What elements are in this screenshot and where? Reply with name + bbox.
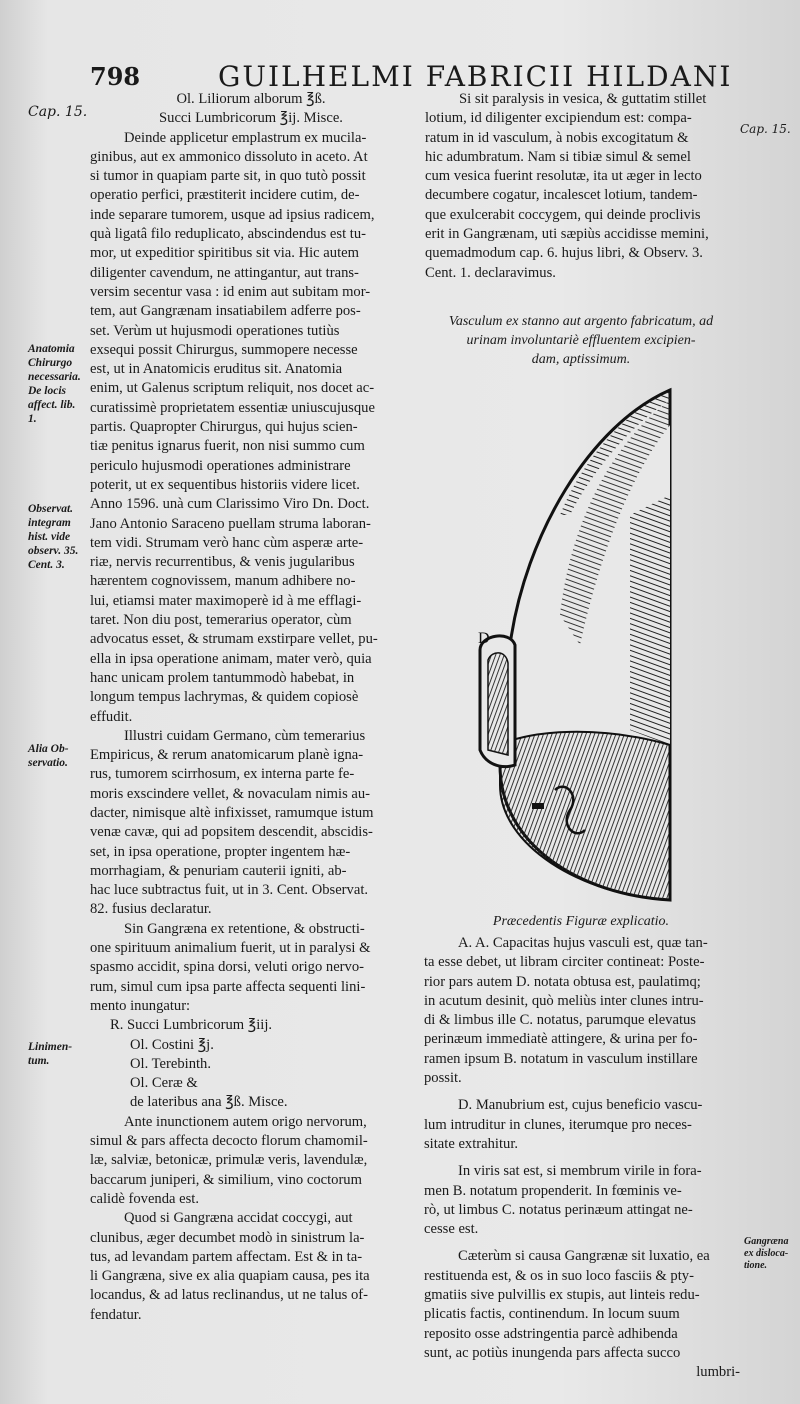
text-line: ella in ipsa operatione animam, mater verò, quia <box>90 650 372 667</box>
text-line: poterit, ut ex sequentibus historiis videre licet. <box>90 476 360 493</box>
text-line: curatissimè proprietatem essentiæ uniuscujusque <box>90 399 375 416</box>
text-line: exsequi possit Chirurgus, summopere necesse <box>90 341 358 358</box>
text-line: riæ, nervis recurrentibus, & venis jugularibus <box>90 554 355 571</box>
text-line: rior pars autem D. notata obtusa est, paulatimq; <box>424 973 701 990</box>
chapter-label-left: Cap. 15. <box>28 104 88 120</box>
text-line: hærentem cognovissem, manum adhibere no- <box>90 573 356 590</box>
text-line: Cent. 1. declaravimus. <box>425 264 556 281</box>
text-line: lui, etiamsi mater maximoperè id à me efflagi- <box>90 592 362 609</box>
text-line: In viris sat est, si membrum virile in fora- <box>458 1163 702 1180</box>
text-line: que exulcerabit coccygem, qui deinde proclivis <box>425 206 701 223</box>
text-line: ratum in id vasculum, à nobis excogitatum & <box>425 129 689 146</box>
text-line: Empiricus, & rerum anatomicarum planè igna- <box>90 747 364 764</box>
text-line: ginibus, aut ex ammonico dissoluto in aceto. At <box>90 148 368 165</box>
text-line: ramen ipsum B. notatum in vasculum instillare <box>424 1050 698 1067</box>
figure-explanation-title: Præcedentis Figuræ explicatio. <box>492 914 670 929</box>
text-line: Ol. Ceræ & <box>130 1075 198 1092</box>
text-line: simul & pars affecta decocto florum chamomil- <box>90 1133 368 1150</box>
figure-title: Vasculum ex stanno aut argento fabricatum, ad urinam involuntariè effluentem excipien- dam, aptissimum. <box>448 314 714 367</box>
text-line: tus, ad levandam partem affectam. Est & in ta- <box>90 1248 363 1265</box>
text-line: one spirituum animalium fuerit, ut in paralysi & <box>90 940 371 957</box>
text-line: operatio perfici, præstiterit incidere cutim, de- <box>90 187 360 204</box>
margin-note-linimentum: Linimen- tum. <box>28 1041 73 1067</box>
text-line: rus, tumorem scirrhosum, ex interna parte fe- <box>90 766 355 783</box>
text-line: versim secentur vasa : id enim aut subitam mor- <box>90 283 371 300</box>
text-line: Ol. Costini ℥j. <box>130 1036 214 1053</box>
figure-label-d: D <box>478 630 490 647</box>
text-line: ta esse debet, ut libram circiter contineat: Poste- <box>424 954 705 971</box>
text-line: R. Succi Lumbricorum ℥iij. <box>110 1017 273 1034</box>
text-line: calidè fovenda est. <box>90 1190 199 1207</box>
text-line: restituenda est, & os in suo loco fasciis & pty- <box>424 1267 694 1284</box>
text-line: hic adumbratum. Nam si tibiæ simul & semel <box>425 148 691 165</box>
text-line: men B. notatum propenderit. In fœminis ve- <box>424 1182 682 1199</box>
text-line: clunibus, æger decumbet modò in sinistrum la- <box>90 1229 365 1246</box>
text-line: periculo hujusmodi operationes administrare <box>90 457 351 474</box>
text-line: possit. <box>424 1070 462 1087</box>
text-line: moris exscindere vellet, & novaculam nimis au- <box>90 785 371 802</box>
text-line: A. A. Capacitas hujus vasculi est, quæ tan- <box>458 935 708 951</box>
text-line: Anno 1596. unà cum Clarissimo Viro Dn. Doct. <box>90 496 370 513</box>
text-line: mor, ut expeditior spiritibus sit via. Hic autem <box>90 245 359 262</box>
text-line: morrhagiam, & penuriam cauterii igniti, ab- <box>90 862 347 879</box>
text-line: di & limbus ille C. notatus, parumque elevatus <box>424 1012 696 1029</box>
text-line: Illustri cuidam Germano, cùm temerarius <box>124 727 366 744</box>
text-line: Deinde applicetur emplastrum ex mucila- <box>124 129 367 146</box>
text-line: erit in Gangrænam, uti sæpiùs accidisse memini, <box>425 226 709 243</box>
margin-note-anatomia: Anatomia Chirurgo necessaria. De locis affect. lib. 1. <box>28 343 81 425</box>
text-line: Ante inunctionem autem origo nervorum, <box>124 1113 367 1130</box>
text-line: læ, salviæ, betonicæ, primulæ veris, lavendulæ, <box>90 1152 368 1169</box>
text-line: sitate extrahitur. <box>424 1135 519 1152</box>
text-line: li Gangræna, sive ex alia quapiam causa, pes ita <box>90 1268 370 1285</box>
text-line: D. Manubrium est, cujus beneficio vascu- <box>458 1097 703 1114</box>
margin-note-alia-observatio: Alia Ob- servatio. <box>28 743 69 769</box>
text-line: Si sit paralysis in vesica, & guttatim stillet <box>459 91 707 107</box>
text-line: decumbere cogatur, incalescet lotium, tandem- <box>425 187 698 204</box>
text-line: advocatus esset, & strumam exstirpare vellet, pu- <box>90 631 378 648</box>
text-line: rum, simul cum ipsa parte affecta sequenti lini- <box>90 978 366 995</box>
text-line: inde separare tumorem, usque ad ipsius radicem, <box>90 206 375 223</box>
vessel-illustration <box>470 385 680 905</box>
text-line: enim, ut Galenus scriptum reliquit, nos docet ac- <box>90 380 375 397</box>
chapter-label-right: Cap. 15. <box>740 122 791 136</box>
running-title: GUILHELMI FABRICII HILDANI <box>218 60 733 93</box>
text-line: Succi Lumbricorum ℥ij. Misce. <box>159 110 343 127</box>
text-line: si tumor in quapiam parte sit, in quo tutò possit <box>90 168 366 185</box>
text-line: hac luce subtractus fuit, ut in 3. Cent. Observat. <box>90 882 369 899</box>
text-line: Jano Antonio Saraceno puellam struma laboran- <box>90 515 371 532</box>
text-line: 82. fusius declaratur. <box>90 901 212 918</box>
text-line: hanc unicam prolem tantummodò habebat, in <box>90 669 355 686</box>
text-line: sunt, ac potiùs inungenda pars affecta succo <box>424 1344 681 1361</box>
text-line: longum tempus lachrymas, & quidem copiosè <box>90 689 359 706</box>
left-column <box>90 90 412 1325</box>
page-number: 798 <box>90 62 141 91</box>
text-line: fendatur. <box>90 1306 142 1323</box>
text-line: Sin Gangræna ex retentione, & obstructi- <box>124 920 365 937</box>
text-line: rò, ut limbus C. notatus perinæum attingat ne- <box>424 1201 693 1218</box>
text-line: Ol. Liliorum alborum ℥ß. <box>176 91 326 107</box>
text-line: de lateribus ana ℥ß. Misce. <box>130 1094 288 1111</box>
text-line: tem, aut Gangrænam insatiabilem adferre pos- <box>90 303 361 320</box>
text-line: effudit. <box>90 708 133 725</box>
margin-note-observat: Observat. integram hist. vide observ. 35. Cent. 3. <box>28 503 79 571</box>
text-line: locandus, & ad latus reclinandus, ut ne talus of- <box>90 1287 369 1304</box>
text-line: mento inungatur: <box>90 997 191 1014</box>
text-line: spasmo accidit, spina dorsi, veluti origo nervo- <box>90 959 364 976</box>
text-line: quà ligatâ filo reduplicato, abscindendus est tu- <box>90 226 366 243</box>
text-line: partis. Quapropter Chirurgus, qui hujus scien- <box>90 419 358 436</box>
text-line: reposito osse adstringentia parcè adhibenda <box>424 1325 678 1342</box>
text-line: lotium, id diligenter excipiendum est: compa- <box>425 110 692 127</box>
text-line: perinæum immediatè attingere, & urina per fo- <box>424 1031 698 1048</box>
text-line: tiæ penitus ignarus fuerit, non nisi summo cum <box>90 438 365 455</box>
text-line: Cæterùm si causa Gangrænæ sit luxatio, ea <box>458 1248 710 1265</box>
right-column-bottom <box>424 934 740 1383</box>
text-line: set. Verùm ut hujusmodi operationes tutiùs <box>90 322 340 339</box>
text-line: set, in ipsa operatione, propter ingentem hæ- <box>90 843 351 860</box>
text-line: diligenter cavendum, ne attingantur, aut trans- <box>90 264 359 281</box>
text-line: Ol. Terebinth. <box>130 1055 211 1072</box>
text-line: Quod si Gangræna accidat coccygi, aut <box>124 1210 353 1227</box>
text-line: venæ cavæ, qui ad popsitem descendit, abscidis- <box>90 824 373 841</box>
text-line: cum vesica fuerint resolutæ, ita ut æger in lecto <box>425 168 702 185</box>
text-line: plicatis factis, continendum. In locum suum <box>424 1306 680 1323</box>
text-line: baccarum juniperi, & similium, vino coctorum <box>90 1171 362 1188</box>
right-column-top <box>425 90 737 283</box>
text-line: gmatiis sive pulvillis ex stupis, aut linteis redu- <box>424 1287 700 1304</box>
text-line: taret. Non diu post, temerarius operator, cùm <box>90 612 352 629</box>
margin-note-gangraena: Gangræna ex disloca- tione. <box>744 1236 789 1271</box>
text-line: in acutum desinit, quò meliùs inter clunes intru- <box>424 992 704 1009</box>
text-line: quemadmodum cap. 6. hujus libri, & Observ. 3. <box>425 245 703 262</box>
text-line: dacter, nimisque altè infixisset, ramumque istum <box>90 804 374 821</box>
text-line: est, ut in Anatomicis eruditus sit. Anatomia <box>90 361 343 378</box>
text-line: lumbri- <box>696 1364 740 1381</box>
text-line: tem vidi. Strumam verò hanc cùm asperæ arte- <box>90 534 364 551</box>
text-line: lum intruditur in clunes, iterumque pro neces- <box>424 1116 692 1133</box>
text-line: cesse est. <box>424 1221 479 1238</box>
